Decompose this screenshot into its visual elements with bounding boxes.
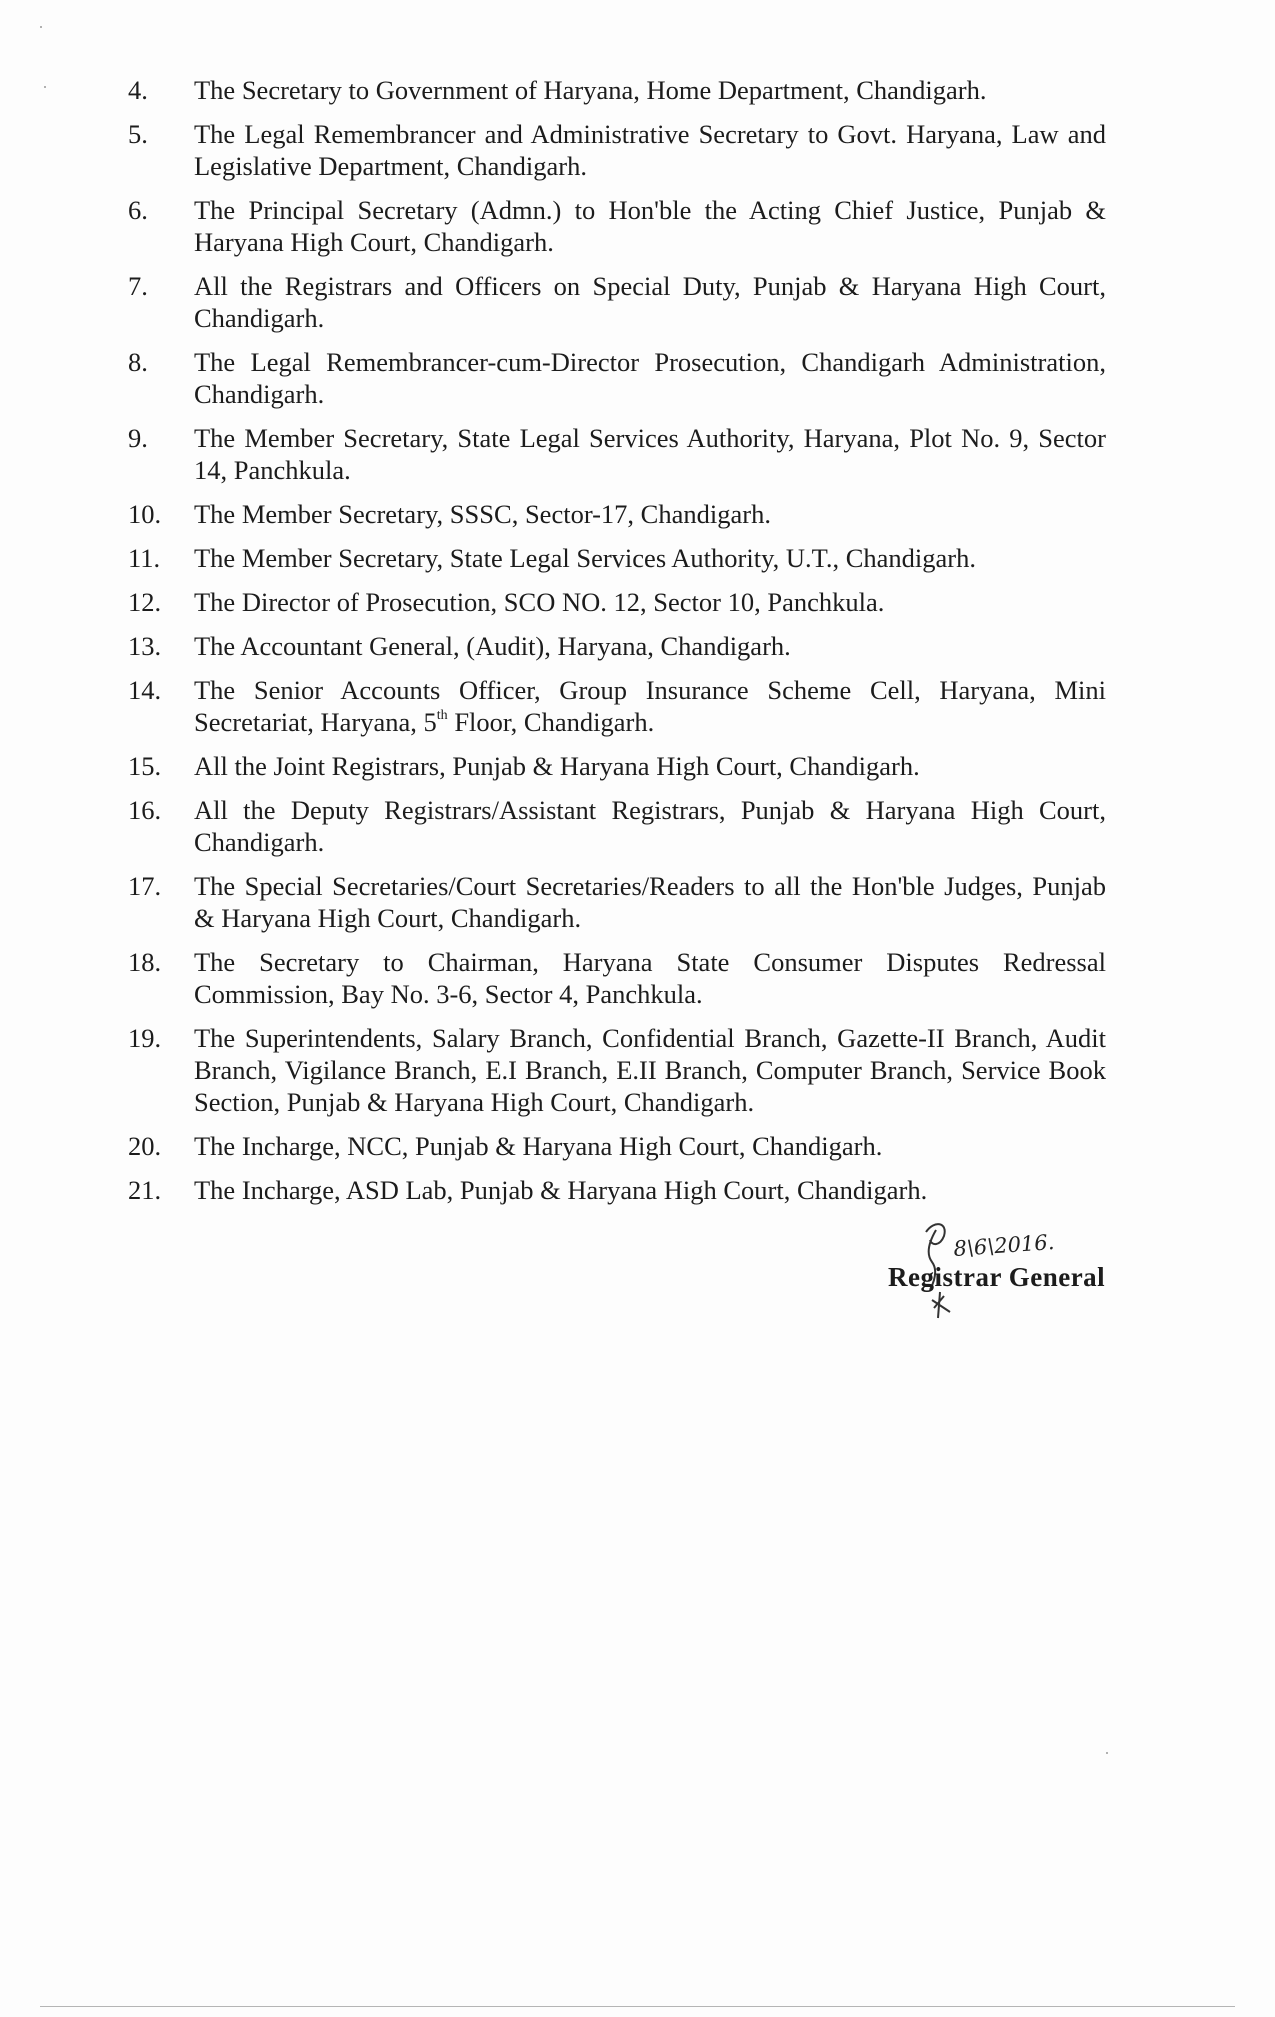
- list-item-number: 7.: [128, 271, 148, 301]
- list-item-text: The Director of Prosecution, SCO NO. 12, Sector 10, Panchkula.: [194, 587, 885, 617]
- list-item: [128, 74, 1106, 106]
- list-item: [128, 270, 1106, 334]
- list-item-number: 17.: [128, 871, 162, 901]
- list-item-number: 19.: [128, 1023, 162, 1053]
- list-item-text: The Special Secretaries/Court Secretaries/Readers to all the Hon'ble Judges, Punjab & Haryana High Court, Chandigarh.: [194, 871, 1106, 933]
- distribution-list: [128, 74, 1106, 1218]
- list-item: [128, 630, 1106, 662]
- list-item: [128, 194, 1106, 258]
- list-item: [128, 750, 1106, 782]
- list-item-text: The Legal Remembrancer-cum-Director Prosecution, Chandigarh Administration, Chandigarh.: [194, 347, 1106, 409]
- list-item-text: The Secretary to Government of Haryana, Home Department, Chandigarh.: [194, 75, 987, 105]
- list-item-text: The Incharge, ASD Lab, Punjab & Haryana High Court, Chandigarh.: [194, 1175, 928, 1205]
- list-item-number: 8.: [128, 347, 148, 377]
- list-item: [128, 498, 1106, 530]
- list-item-text-part: The Senior Accounts Officer, Group Insurance Scheme Cell, Haryana, Mini Secretariat, Haryana, 5: [194, 675, 1106, 737]
- list-item: [128, 346, 1106, 410]
- list-item-number: 12.: [128, 587, 162, 617]
- list-item-number: 4.: [128, 75, 148, 105]
- list-item-number: 5.: [128, 119, 148, 149]
- list-item-text: The Superintendents, Salary Branch, Confidential Branch, Gazette-II Branch, Audit Branch, Vigilance Branch, E.I Branch, E.II Branch, Computer Branch, Service Book Section, Punjab & Haryana High Court, Chandigarh.: [194, 1023, 1106, 1117]
- ordinal-superscript: th: [436, 708, 448, 724]
- signature-block: [874, 1212, 1114, 1342]
- list-item: [128, 794, 1106, 858]
- scan-speck: [40, 26, 42, 28]
- list-item-text: The Accountant General, (Audit), Haryana, Chandigarh.: [194, 631, 791, 661]
- list-item-number: 16.: [128, 795, 162, 825]
- list-item-number: 14.: [128, 675, 162, 705]
- list-item: [128, 586, 1106, 618]
- page-bottom-rule: [40, 2006, 1235, 2007]
- list-item-text: The Legal Remembrancer and Administrative Secretary to Govt. Haryana, Law and Legislative Department, Chandigarh.: [194, 119, 1106, 181]
- list-item-number: 18.: [128, 947, 162, 977]
- list-item-number: 20.: [128, 1131, 162, 1161]
- scan-speck: [44, 86, 46, 88]
- signatory-designation: Registrar General: [888, 1262, 1106, 1292]
- list-item: [128, 674, 1106, 738]
- list-item: [128, 422, 1106, 486]
- list-item: [128, 946, 1106, 1010]
- list-item-number: 21.: [128, 1175, 162, 1205]
- list-item-number: 6.: [128, 195, 148, 225]
- list-item-text: All the Joint Registrars, Punjab & Haryana High Court, Chandigarh.: [194, 751, 920, 781]
- list-item-number: 11.: [128, 543, 161, 573]
- list-item-text: The Member Secretary, State Legal Services Authority, U.T., Chandigarh.: [194, 543, 976, 573]
- list-item-text: The Principal Secretary (Admn.) to Hon'ble the Acting Chief Justice, Punjab & Haryana High Court, Chandigarh.: [194, 195, 1106, 257]
- list-item-text: The Secretary to Chairman, Haryana State Consumer Disputes Redressal Commission, Bay No. 3-6, Sector 4, Panchkula.: [194, 947, 1106, 1009]
- list-item: [128, 118, 1106, 182]
- list-item-text: The Incharge, NCC, Punjab & Haryana High Court, Chandigarh.: [194, 1131, 883, 1161]
- list-item-text: The Member Secretary, State Legal Services Authority, Haryana, Plot No. 9, Sector 14, Panchkula.: [194, 423, 1106, 485]
- list-item-number: 10.: [128, 499, 162, 529]
- signature-date: 8\6\2016.: [952, 1230, 1056, 1261]
- list-item: [128, 870, 1106, 934]
- list-item-text-part: Floor, Chandigarh.: [447, 707, 655, 737]
- list-item-text: The Member Secretary, SSSC, Sector-17, Chandigarh.: [194, 499, 771, 529]
- list-item: [128, 1130, 1106, 1162]
- list-item: [128, 1174, 1106, 1206]
- list-item-text: All the Registrars and Officers on Special Duty, Punjab & Haryana High Court, Chandigarh.: [194, 271, 1106, 333]
- scan-speck: [1106, 1752, 1108, 1754]
- list-item-number: 13.: [128, 631, 162, 661]
- list-item: [128, 1022, 1106, 1118]
- list-item-number: 9.: [128, 423, 148, 453]
- list-item-text: [194, 674, 1106, 738]
- list-item: [128, 542, 1106, 574]
- list-item-text: All the Deputy Registrars/Assistant Registrars, Punjab & Haryana High Court, Chandigarh.: [194, 795, 1106, 857]
- list-item-number: 15.: [128, 751, 162, 781]
